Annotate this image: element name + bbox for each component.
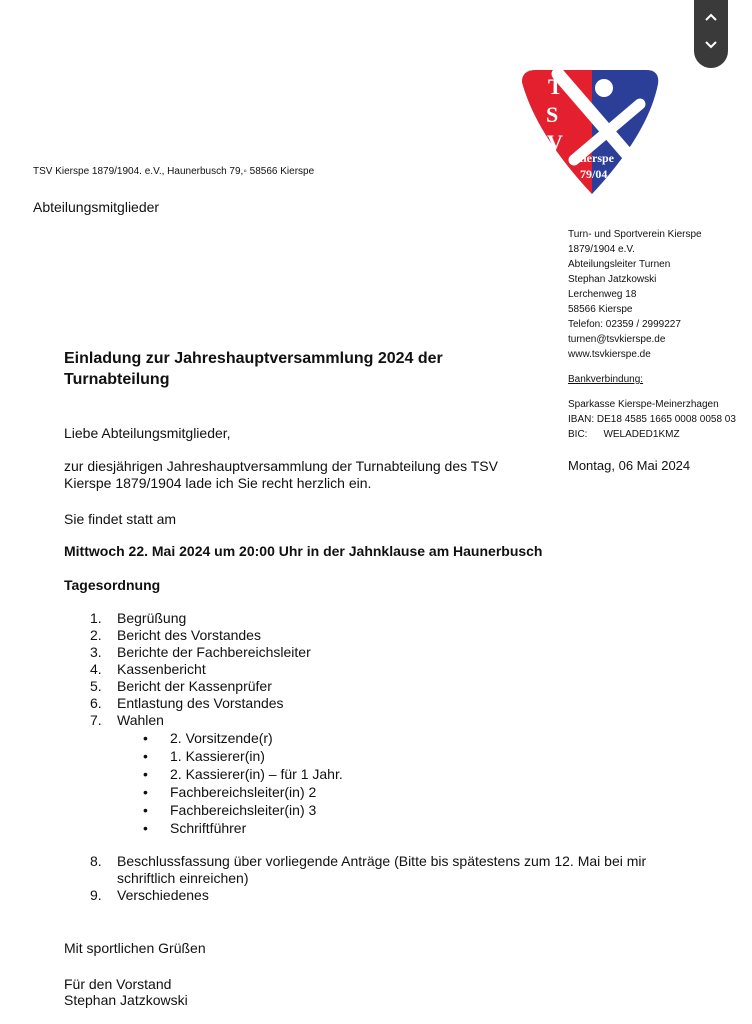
event-date-location: Mittwoch 22. Mai 2024 um 20:00 Uhr in der Jahnklause am Haunerbusch xyxy=(64,543,543,559)
scroll-down-button[interactable] xyxy=(694,32,728,58)
bic-value: WELADED1KMZ xyxy=(603,429,680,440)
chevron-down-icon xyxy=(704,40,718,50)
sidebar-line: Abteilungsleiter Turnen xyxy=(568,259,671,270)
logo-letter-t: T xyxy=(548,74,563,99)
agenda-text: Beschlussfassung über vorliegende Anträge (Bitte bis spätestens zum 12. Mai bei mir schriftlich einreichen) xyxy=(117,853,647,886)
sidebar-line: Stephan Jatzkowski xyxy=(568,274,657,285)
bank-iban: IBAN: DE18 4585 1665 0008 0058 03 xyxy=(568,414,736,425)
agenda-heading: Tagesordnung xyxy=(64,577,161,593)
agenda-text: Bericht der Kassenprüfer xyxy=(117,678,272,694)
election-item: • 2. Vorsitzende(r) xyxy=(143,729,684,747)
agenda-text: Verschiedenes xyxy=(117,887,209,903)
letter-date: Montag, 06 Mai 2024 xyxy=(568,458,691,473)
agenda-text: Kassenbericht xyxy=(117,661,206,677)
signature-block xyxy=(64,976,188,1008)
agenda-text: Berichte der Fachbereichsleiter xyxy=(117,644,311,660)
tsv-kierspe-logo xyxy=(518,64,664,200)
election-item: • Fachbereichsleiter(in) 2 xyxy=(143,783,684,801)
agenda-number: 8. xyxy=(90,853,102,869)
sidebar-line: Turn- und Sportverein Kierspe xyxy=(568,229,702,240)
elections-list xyxy=(117,729,684,837)
sidebar-line: Lerchenweg 18 xyxy=(568,289,637,300)
election-item: • Fachbereichsleiter(in) 3 xyxy=(143,801,684,819)
agenda-item xyxy=(64,627,684,644)
sidebar-website-link[interactable]: www.tsvkierspe.de xyxy=(568,349,651,360)
location-intro: Sie findet statt am xyxy=(64,511,177,527)
agenda-text: Entlastung des Vorstandes xyxy=(117,695,284,711)
agenda-item xyxy=(64,853,684,887)
sidebar-email-link[interactable]: turnen@tsvkierspe.de xyxy=(568,334,666,345)
agenda-item xyxy=(64,661,684,678)
agenda-number: 4. xyxy=(90,661,102,677)
logo-letter-s: S xyxy=(546,102,559,127)
agenda-number: 9. xyxy=(90,887,102,903)
letter-title: Einladung zur Jahreshauptversammlung 2024 der Turnabteilung xyxy=(64,350,443,388)
chevron-up-icon xyxy=(704,12,718,22)
bank-name: Sparkasse Kierspe-Meinerzhagen xyxy=(568,399,719,410)
agenda-item xyxy=(64,712,684,853)
recipient: Abteilungsmitglieder xyxy=(33,199,160,215)
agenda-list xyxy=(64,610,684,904)
agenda-number: 5. xyxy=(90,678,102,694)
agenda-number: 7. xyxy=(90,712,102,728)
bank-bic xyxy=(568,427,752,442)
bank-heading: Bankverbindung: xyxy=(568,374,644,385)
bic-label: BIC: xyxy=(568,429,588,440)
club-contact-sidebar xyxy=(568,227,752,442)
election-item: • 2. Kassierer(in) – für 1 Jahr. xyxy=(143,765,684,783)
agenda-item xyxy=(64,678,684,695)
salutation: Liebe Abteilungsmitglieder, xyxy=(64,425,231,441)
intro-paragraph: zur diesjährigen Jahreshauptversammlung der Turnabteilung des TSV Kierspe 1879/1904 lade ich Sie recht herzlich ein. xyxy=(64,458,498,491)
agenda-number: 6. xyxy=(90,695,102,711)
page-scroll-controls xyxy=(694,0,728,68)
sender-address-line: TSV Kierspe 1879/1904. e.V., Haunerbusch 79,◦ 58566 Kierspe xyxy=(33,166,315,177)
agenda-number: 1. xyxy=(90,610,102,626)
agenda-number: 2. xyxy=(90,627,102,643)
sidebar-line: 58566 Kierspe xyxy=(568,304,633,315)
agenda-item xyxy=(64,695,684,712)
agenda-text: Wahlen xyxy=(117,712,164,728)
signature-name: Stephan Jatzkowski xyxy=(64,992,188,1008)
agenda-item xyxy=(64,644,684,661)
scroll-up-button[interactable] xyxy=(694,4,728,30)
election-item: • 1. Kassierer(in) xyxy=(143,747,684,765)
sidebar-line: 1879/1904 e.V. xyxy=(568,244,635,255)
agenda-number: 3. xyxy=(90,644,102,660)
logo-town: Kierspe xyxy=(574,151,614,165)
election-item: • Schriftführer xyxy=(143,819,684,837)
agenda-text: Begrüßung xyxy=(117,610,187,626)
closing: Mit sportlichen Grüßen xyxy=(64,940,206,956)
agenda-text: Bericht des Vorstandes xyxy=(117,627,261,643)
logo-letter-v: V xyxy=(547,130,563,155)
agenda-item xyxy=(64,887,684,904)
logo-years: 79/04 xyxy=(580,167,608,181)
signature-role: Für den Vorstand xyxy=(64,976,172,992)
agenda-item xyxy=(64,610,684,627)
sidebar-phone: Telefon: 02359 / 2999227 xyxy=(568,319,681,330)
